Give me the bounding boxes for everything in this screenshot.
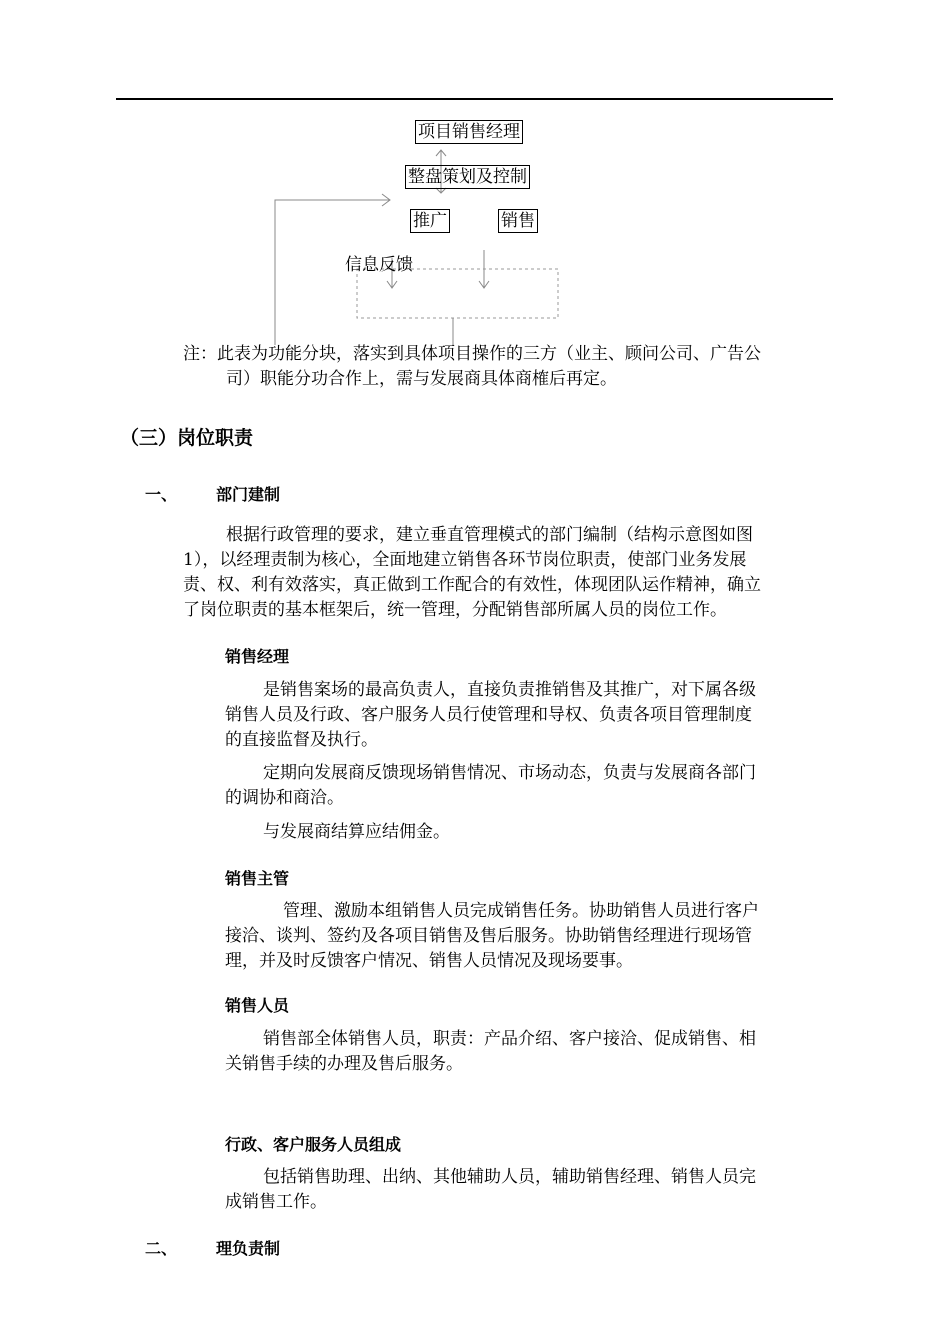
role-title-manager: 销售经理	[225, 647, 290, 666]
supervisor-p1-line: 理，并及时反馈客户情况、销售人员情况及现场要事。	[225, 951, 633, 971]
note-line-2: 司）职能分功合作上，需与发展商具体商榷后再定。	[226, 369, 617, 389]
admin-p1-line: 包括销售助理、出纳、其他辅助人员，辅助销售经理、销售人员完	[263, 1167, 756, 1187]
part1-paragraph	[183, 523, 833, 623]
supervisor-paragraph	[225, 899, 759, 974]
role-title-admin: 行政、客户服务人员组成	[225, 1135, 402, 1154]
role-title-staff: 销售人员	[225, 996, 290, 1015]
staff-p1-line: 销售部全体销售人员，职责：产品介绍、客户接洽、促成销售、相	[263, 1029, 756, 1049]
manager-paragraph-1	[225, 678, 756, 753]
part1-para-line: 1），以经理责制为核心，全面地建立销售各环节岗位职责，使部门业务发展	[183, 550, 747, 570]
manager-p1-line: 销售人员及行政、客户服务人员行使管理和导权、负责各项目管理制度	[225, 705, 752, 725]
manager-p2-line: 的调协和商洽。	[225, 788, 344, 808]
section-title: （三）岗位职责	[120, 427, 254, 449]
staff-p1-line: 关销售手续的办理及售后服务。	[225, 1054, 463, 1074]
admin-paragraph	[225, 1165, 756, 1215]
manager-paragraph-3: 与发展商结算应结佣金。	[263, 822, 450, 842]
supervisor-p1-line: 管理、激励本组销售人员完成销售任务。协助销售人员进行客户	[283, 901, 759, 921]
diagram-feedback-label: 信息反馈	[345, 255, 413, 275]
part2-number: 二、	[145, 1239, 178, 1258]
manager-paragraph-2	[225, 761, 756, 811]
staff-paragraph	[225, 1027, 756, 1077]
part1-para-line: 根据行政管理的要求，建立垂直管理模式的部门编制（结构示意图如图	[226, 525, 753, 545]
part1-title: 部门建制	[216, 485, 281, 504]
diagram-box-promotion: 推广	[410, 209, 450, 233]
part2-title: 理负责制	[216, 1239, 281, 1258]
note-line-1: 注：此表为功能分块，落实到具体项目操作的三方（业主、顾问公司、广告公	[183, 344, 761, 364]
part1-number: 一、	[145, 485, 178, 504]
diagram-box-sales: 销售	[498, 209, 538, 233]
manager-p1-line: 是销售案场的最高负责人，直接负责推销售及其推广，对下属各级	[263, 680, 756, 700]
diagram-box-middle: 整盘策划及控制	[405, 165, 530, 189]
org-diagram	[0, 0, 950, 380]
role-title-supervisor: 销售主管	[225, 869, 290, 888]
diagram-box-top: 项目销售经理	[415, 120, 523, 144]
admin-p1-line: 成销售工作。	[225, 1192, 327, 1212]
manager-p2-line: 定期向发展商反馈现场销售情况、市场动态，负责与发展商各部门	[263, 763, 756, 783]
part1-para-line: 了岗位职责的基本框架后，统一管理，分配销售部所属人员的岗位工作。	[183, 600, 727, 620]
part1-para-line: 责、权、利有效落实，真正做到工作配合的有效性，体现团队运作精神，确立	[183, 575, 761, 595]
manager-p1-line: 的直接监督及执行。	[225, 730, 378, 750]
supervisor-p1-line: 接洽、谈判、签约及各项目销售及售后服务。协助销售经理进行现场管	[225, 926, 752, 946]
